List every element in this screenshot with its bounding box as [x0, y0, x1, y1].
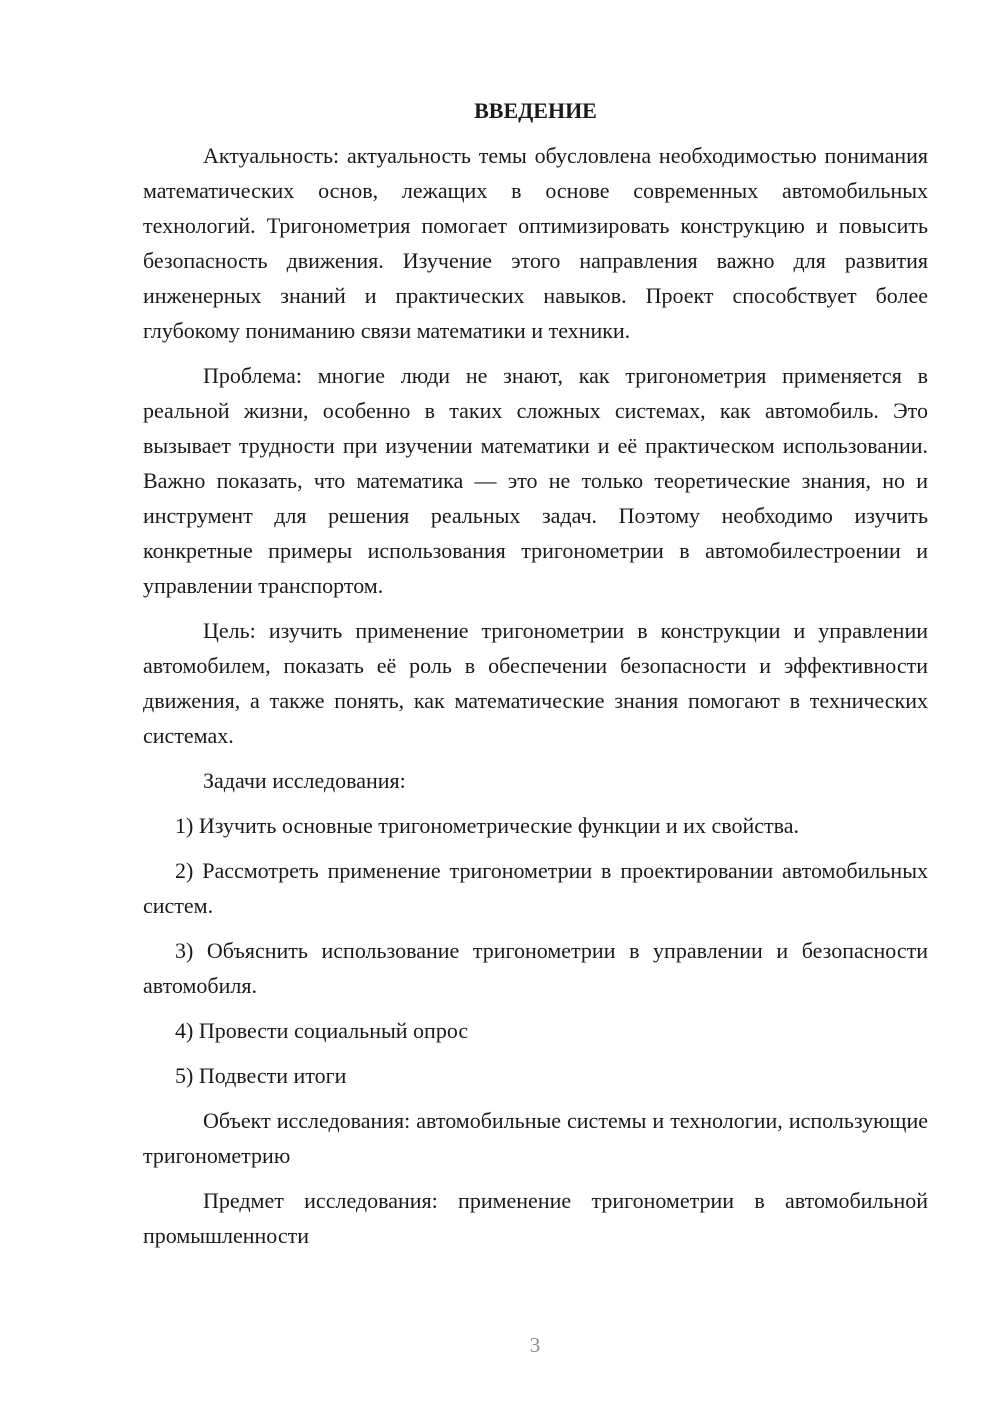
- task-item-2: 2) Рассмотреть применение тригонометрии в проектировании автомобильных систем.: [143, 858, 928, 918]
- paragraph-subject: Предмет исследования: применение тригонометрии в автомобильной промышленности: [143, 1188, 928, 1248]
- page-content: [143, 96, 928, 1263]
- paragraph-problem: Проблема: многие люди не знают, как тригонометрия применяется в реальной жизни, особенно в таких сложных системах, как автомобиль. Это вызывает трудности при изучении математики и её практическом использовании. Важно показать, что математика — это не только теоретические знания, но и инструмент для решения реальных задач. Поэтому необходимо изучить конкретные примеры использования тригонометрии в автомобилестроении и управлении транспортом.: [143, 363, 928, 598]
- page-number: 3: [529, 1333, 541, 1357]
- task-item-4: 4) Провести социальный опрос: [175, 1018, 469, 1043]
- task-item-1: 1) Изучить основные тригонометрические функции и их свойства.: [175, 813, 799, 838]
- paragraph-tasks-title: Задачи исследования:: [203, 768, 406, 793]
- paragraph-relevance: Актуальность: актуальность темы обусловлена необходимостью понимания математических основ, лежащих в основе современных автомобильных технологий. Тригонометрия помогает оптимизировать конструкцию и повысить безопасность движения. Изучение этого направления важно для развития инженерных знаний и практических навыков. Проект способствует более глубокому пониманию связи математики и техники.: [143, 143, 928, 343]
- task-item-3: 3) Объяснить использование тригонометрии в управлении и безопасности автомобиля.: [143, 938, 928, 998]
- section-heading: ВВЕДЕНИЕ: [474, 98, 597, 123]
- task-item-5: 5) Подвести итоги: [175, 1063, 347, 1088]
- paragraph-object: Объект исследования: автомобильные системы и технологии, использующие тригонометрию: [143, 1108, 928, 1168]
- paragraph-goal: Цель: изучить применение тригонометрии в конструкции и управлении автомобилем, показать её роль в обеспечении безопасности и эффективности движения, а также понять, как математические знания помогают в технических системах.: [143, 618, 928, 748]
